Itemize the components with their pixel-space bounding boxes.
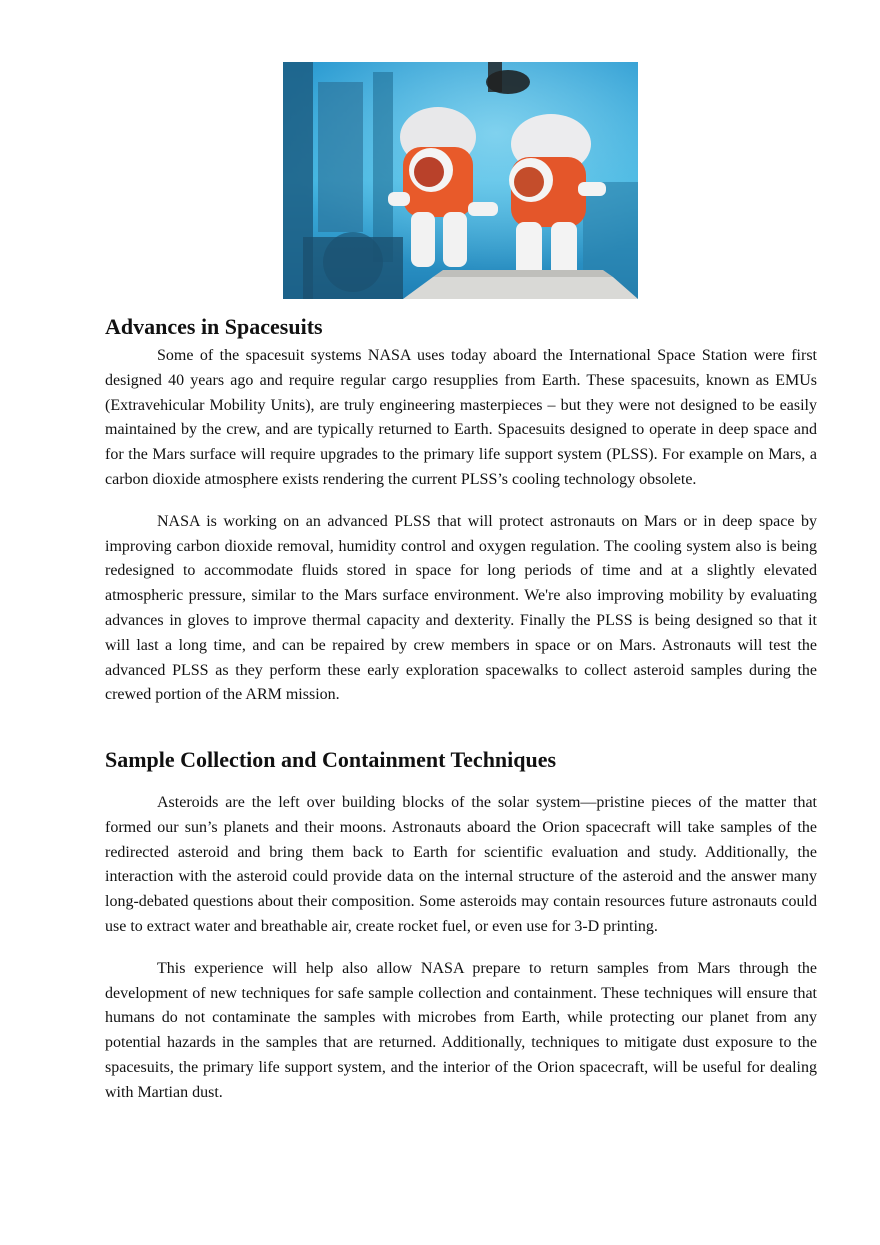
spacesuit-underwater-photo — [283, 62, 638, 299]
section-sample-collection — [105, 746, 817, 1106]
body-paragraph: NASA is working on an advanced PLSS that will protect astronauts on Mars or in deep space by improving carbon dioxide removal, humidity control and oxygen regulation. The cooling system also is being redesigned to accommodate fluids stored in space for long periods of time and at a slightly elevated atmospheric pressure, similar to the Mars surface environment. We're also improving mobility by evaluating advances in gloves to improve thermal capacity and dexterity. Finally the PLSS is being designed so that it will last a long time, and can be repaired by crew members in space or on Mars. Astronauts will test the advanced PLSS as they perform these early exploration spacewalks to collect asteroid samples during the crewed portion of the ARM mission. — [105, 512, 817, 704]
body-paragraph: This experience will help also allow NASA prepare to return samples from Mars through the development of new techniques for safe sample collection and containment. These techniques will ensure that humans do not contaminate the samples with microbes from Earth, while protecting our planet from any potential hazards in the samples that are returned. Additionally, techniques to mitigate dust exposure to the spacesuits, the primary life support system, and the interior of the Orion spacecraft, will be useful for dealing with Martian dust. — [105, 959, 817, 1101]
section-heading: Advances in Spacesuits — [105, 314, 323, 339]
underwater-spacesuit-photo-icon — [283, 62, 638, 299]
body-paragraph: Some of the spacesuit systems NASA uses today aboard the International Space Station were first designed 40 years ago and require regular cargo resupplies from Earth. These spacesuits, known as EMUs (Extravehicular Mobility Units), are truly engineering masterpieces – but they were not designed to be easily maintained by the crew, and are typically returned to Earth. Spacesuits designed to operate in deep space and for the Mars surface will require upgrades to the primary life support system (PLSS). For example on Mars, a carbon dioxide atmosphere exists rendering the current PLSS’s cooling technology obsolete. — [105, 347, 817, 488]
section-heading: Sample Collection and Containment Techniques — [105, 747, 557, 772]
body-paragraph: Asteroids are the left over building blocks of the solar system—pristine pieces of the matter that formed our sun’s planets and their moons. Astronauts aboard the Orion spacecraft will take samples of the redirected asteroid and bring them back to Earth for scientific evaluation and study. Additionally, the interaction with the asteroid could provide data on the internal structure of the asteroid and the answer many long-debated questions about their composition. Some asteroids may contain resources future astronauts could use to extract water and breathable air, create rocket fuel, or even use for 3-D printing. — [105, 794, 817, 935]
section-advances-in-spacesuits — [105, 313, 817, 708]
